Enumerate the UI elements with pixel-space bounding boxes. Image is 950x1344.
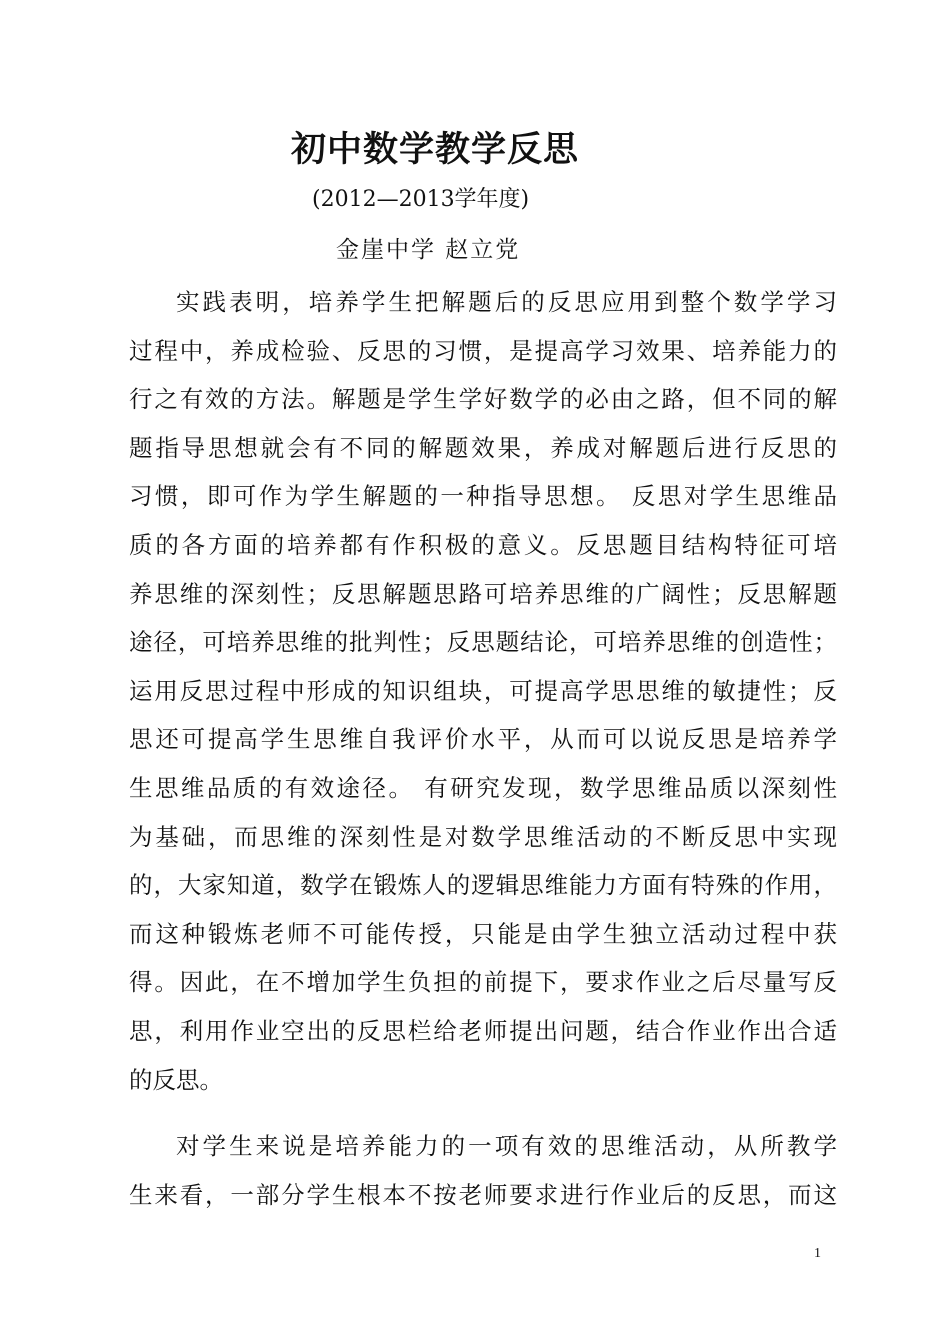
text-line: 的反思。 — [129, 1065, 223, 1094]
text-line: 的，大家知道，数学在锻炼人的逻辑思维能力方面有特殊的作用， — [129, 871, 837, 900]
text-line: 途径，可培养思维的批判性；反思题结论，可培养思维的创造性； — [129, 628, 837, 657]
text-line: 习惯，即可作为学生解题的一种指导思想。 反思对学生思维品 — [129, 482, 837, 511]
text-line: 为基础，而思维的深刻性是对数学思维活动的不断反思中实现 — [129, 822, 837, 851]
author-line: 金崖中学 赵立党 — [336, 237, 521, 263]
text-line: 得。因此，在不增加学生负担的前提下，要求作业之后尽量写反 — [129, 968, 837, 997]
document-subtitle: (2012—2013学年度) — [312, 187, 530, 212]
text-line: 养思维的深刻性；反思解题思路可培养思维的广阔性；反思解题 — [129, 579, 837, 608]
text-line: 思，利用作业空出的反思栏给老师提出问题，结合作业作出合适 — [129, 1016, 837, 1045]
text-line: 质的各方面的培养都有作积极的意义。反思题目结构特征可培 — [129, 530, 837, 559]
text-line: 而这种锻炼老师不可能传授，只能是由学生独立活动过程中获 — [129, 919, 837, 948]
text-line: 生思维品质的有效途径。 有研究发现，数学思维品质以深刻性 — [129, 773, 837, 802]
document-title: 初中数学教学反思 — [290, 129, 579, 170]
text-line: 实践表明，培养学生把解题后的反思应用到整个数学学习 — [176, 288, 837, 316]
text-line: 思还可提高学生思维自我评价水平，从而可以说反思是培养学 — [129, 725, 837, 754]
text-line: 运用反思过程中形成的知识组块，可提高学思思维的敏捷性；反 — [129, 676, 837, 705]
paragraph-2 — [129, 1122, 837, 1219]
text-line: 过程中，养成检验、反思的习惯，是提高学习效果、培养能力的 — [129, 336, 837, 365]
text-line: 题指导思想就会有不同的解题效果，养成对解题后进行反思的 — [129, 433, 837, 462]
text-line: 对学生来说是培养能力的一项有效的思维活动，从所教学 — [176, 1132, 837, 1160]
page-number: 1 — [814, 1246, 821, 1261]
text-line: 行之有效的方法。解题是学生学好数学的必由之路，但不同的解 — [129, 385, 837, 414]
paragraph-1 — [129, 278, 837, 1104]
text-line: 生来看，一部分学生根本不按老师要求进行作业后的反思，而这 — [129, 1180, 837, 1209]
